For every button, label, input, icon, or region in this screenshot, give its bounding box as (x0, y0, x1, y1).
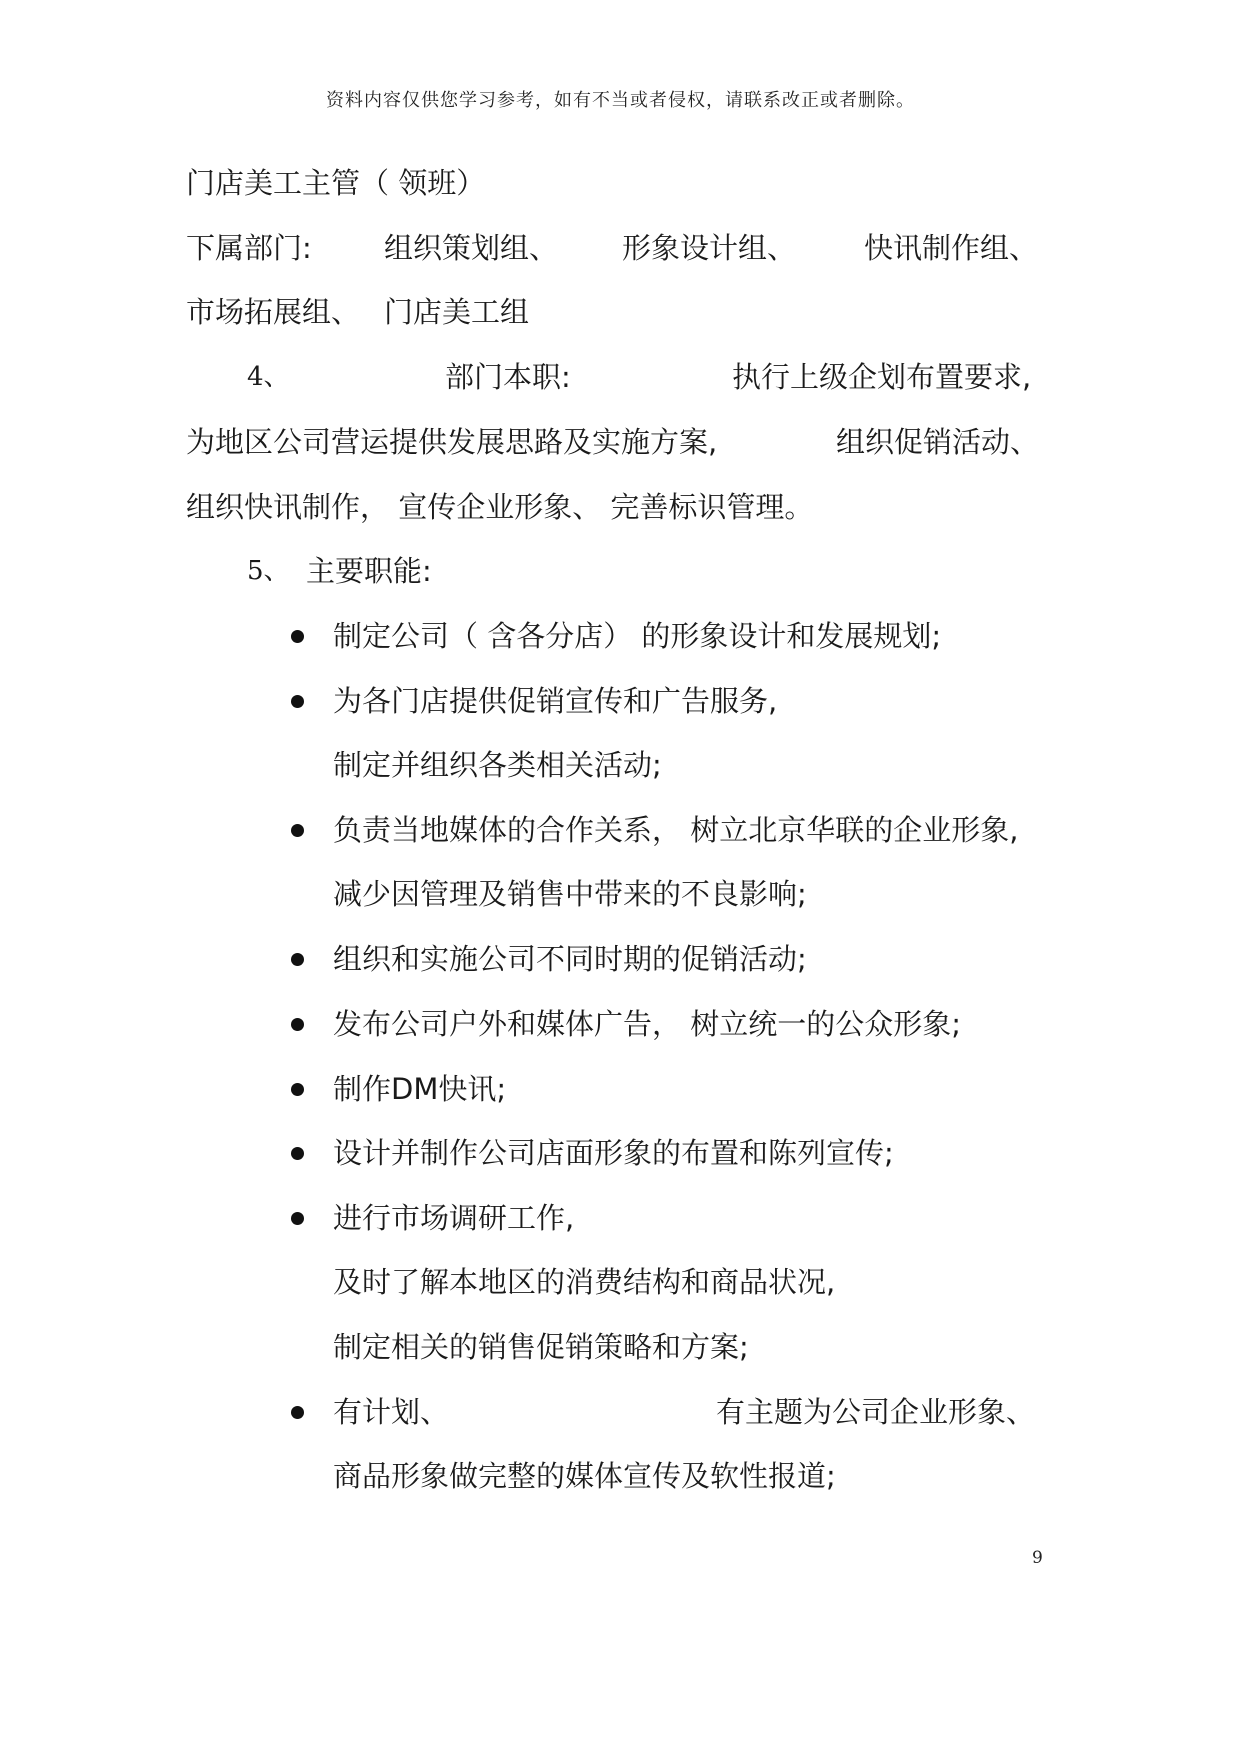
bullet-dot (291, 824, 304, 837)
header-disclaimer: 资料内容仅供您学习参考，如有不当或者侵权，请联系改正或者删除。 (326, 90, 915, 111)
subordinate-group-store-art: 门店美工组 (384, 295, 530, 329)
bullet-item-2-line2: 制定并组织各类相关活动; (333, 748, 662, 782)
subordinate-label: 下属部门: (186, 231, 312, 265)
bullet-item-7: 设计并制作公司店面形象的布置和陈列宣传; (333, 1136, 894, 1170)
bullet-item-6: 制作DM快讯; (333, 1072, 507, 1106)
section-title: 门店美工主管（ 领班） (186, 166, 486, 200)
bullet-dot (291, 695, 304, 708)
bullet-dot (291, 630, 304, 643)
section4-text-line3: 组织快讯制作， 宣传企业形象、 完善标识管理。 (186, 490, 814, 524)
section4-label: 部门本职: (445, 360, 571, 394)
bullet-item-1: 制定公司（ 含各分店） 的形象设计和发展规划; (333, 619, 942, 653)
bullet-item-2-line1: 为各门店提供促销宣传和广告服务, (333, 684, 778, 718)
bullet-dot (291, 1212, 304, 1225)
bullet-dot (291, 1147, 304, 1160)
section4-text-line1: 执行上级企划布置要求, (732, 360, 1032, 394)
bullet-dot (291, 1018, 304, 1031)
bullet-item-3-line2: 减少因管理及销售中带来的不良影响; (333, 877, 807, 911)
subordinate-group-image: 形象设计组、 (622, 231, 797, 265)
section4-number: 4、 (247, 362, 290, 392)
bullet-item-8-line1: 进行市场调研工作, (333, 1201, 575, 1235)
bullet-item-9-line1a: 有计划、 (333, 1395, 450, 1429)
bullet-item-8-line3: 制定相关的销售促销策略和方案; (333, 1330, 749, 1364)
section4-text-line2b: 组织促销活动、 (836, 425, 1040, 459)
section5-number: 5、 (247, 556, 290, 586)
bullet-item-8-line2: 及时了解本地区的消费结构和商品状况, (333, 1265, 836, 1299)
subordinate-group-flyer: 快讯制作组、 (864, 231, 1039, 265)
bullet-item-9-line2: 商品形象做完整的媒体宣传及软性报道; (333, 1459, 836, 1493)
subordinate-group-planning: 组织策划组、 (384, 231, 559, 265)
bullet-item-4: 组织和实施公司不同时期的促销活动; (333, 942, 807, 976)
bullet-item-5: 发布公司户外和媒体广告， 树立统一的公众形象; (333, 1007, 961, 1041)
bullet-dot (291, 1083, 304, 1096)
section4-text-line2a: 为地区公司营运提供发展思路及实施方案, (186, 425, 718, 459)
bullet-dot (291, 953, 304, 966)
bullet-item-9-line1b: 有主题为公司企业形象、 (716, 1395, 1036, 1429)
subordinate-group-market: 市场拓展组、 (186, 295, 361, 329)
page-number: 9 (1032, 1548, 1043, 1568)
bullet-item-3-line1: 负责当地媒体的合作关系， 树立北京华联的企业形象, (333, 813, 1019, 847)
section5-label: 主要职能: (306, 554, 432, 588)
bullet-dot (291, 1406, 304, 1419)
